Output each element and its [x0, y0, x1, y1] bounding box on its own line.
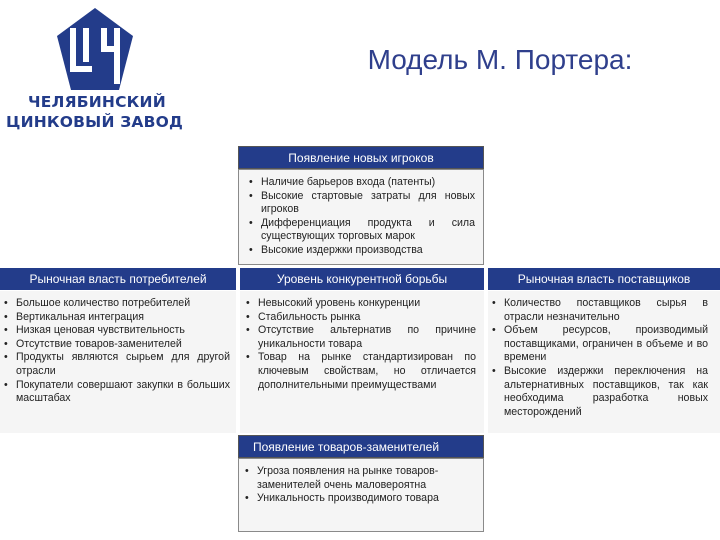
- new-entrants-box: [238, 169, 484, 265]
- list-item: • Дифференциация продукта и сила существующих торговых марок: [247, 217, 475, 244]
- suppliers-box: [488, 291, 720, 433]
- substitutes-box: [238, 458, 484, 532]
- list-item: • Высокие стартовые затраты для новых игроков: [247, 190, 475, 217]
- suppliers-header: Рыночная власть поставщиков: [488, 268, 720, 290]
- list-item: • Большое количество потребителей: [2, 297, 230, 311]
- list-item: • Низкая ценовая чувствительность: [2, 324, 230, 338]
- suppliers-list: [490, 297, 708, 419]
- list-item: • Уникальность производимого товара: [243, 492, 477, 506]
- rivalry-header: Уровень конкурентной борьбы: [240, 268, 484, 290]
- list-item: • Товар на рынке стандартизирован по ключевым свойствам, но отличается дополнительными преимуществами: [244, 351, 476, 392]
- company-logo-emblem: [55, 6, 135, 92]
- logo-line-1: ЧЕЛЯБИНСКИЙ: [28, 93, 166, 111]
- buyers-box: [0, 291, 236, 433]
- buyers-header: Рыночная власть потребителей: [0, 268, 236, 290]
- substitutes-header: Появление товаров-заменителей: [238, 435, 484, 458]
- list-item: • Вертикальная интеграция: [2, 311, 230, 325]
- list-item: • Продукты являются сырьем для другой отрасли: [2, 351, 230, 378]
- list-item: • Количество поставщиков сырья в отрасли незначительно: [490, 297, 708, 324]
- list-item: • Отсутствие альтернатив по причине уникальности товара: [244, 324, 476, 351]
- list-item: • Объем ресурсов, производимый поставщиками, ограничен в объеме и во времени: [490, 324, 708, 365]
- buyers-list: [2, 297, 230, 406]
- rivalry-list: [244, 297, 476, 392]
- list-item: • Покупатели совершают закупки в больших масштабах: [2, 379, 230, 406]
- list-item: • Высокие издержки переключения на альтернативных поставщиков, так как необходима разработка новых месторождений: [490, 365, 708, 419]
- logo-line-2: ЦИНКОВЫЙ ЗАВОД: [6, 113, 184, 131]
- rivalry-box: [240, 291, 484, 433]
- slide-title: Модель М. Портера:: [367, 44, 633, 75]
- substitutes-list: [243, 465, 477, 506]
- list-item: • Наличие барьеров входа (патенты): [247, 176, 475, 190]
- list-item: • Угроза появления на рынке товаров-заменителей очень маловероятна: [243, 465, 477, 492]
- list-item: • Высокие издержки производства: [247, 244, 475, 258]
- new-entrants-header: Появление новых игроков: [238, 146, 484, 169]
- new-entrants-list: [247, 176, 475, 258]
- list-item: • Невысокий уровень конкуренции: [244, 297, 476, 311]
- company-logo-text: [6, 92, 196, 132]
- list-item: • Отсутствие товаров-заменителей: [2, 338, 230, 352]
- list-item: • Стабильность рынка: [244, 311, 476, 325]
